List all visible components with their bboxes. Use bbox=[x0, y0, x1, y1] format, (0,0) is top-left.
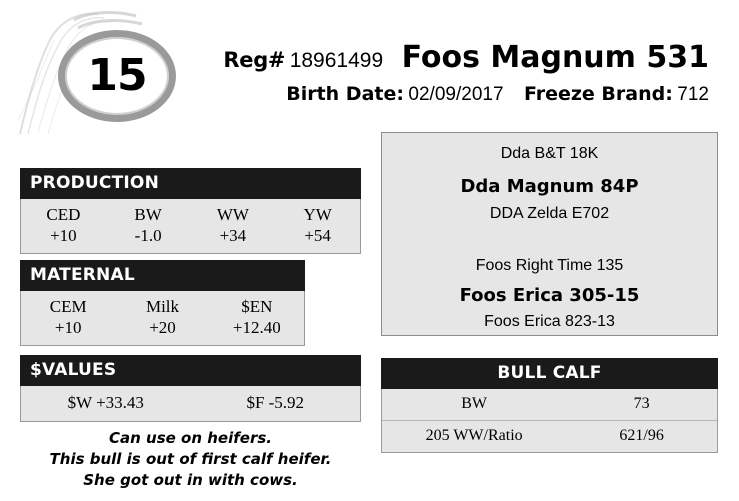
lot-number-circle bbox=[58, 30, 176, 122]
table-row bbox=[382, 420, 717, 452]
maternal-block bbox=[20, 260, 305, 346]
epd-name: WW bbox=[216, 205, 249, 224]
epd-value: -1.0 bbox=[134, 226, 162, 245]
epd-column bbox=[275, 199, 360, 253]
epd-value: +12.40 bbox=[232, 318, 281, 337]
epd-name: Milk bbox=[145, 297, 180, 316]
value-cell: $W +33.43 bbox=[67, 393, 144, 412]
birth-date-value: 02/09/2017 bbox=[408, 84, 504, 105]
note-line: She got out in with cows. bbox=[83, 471, 298, 489]
epd-column bbox=[210, 291, 304, 345]
epd-column bbox=[21, 291, 115, 345]
production-title: PRODUCTION bbox=[20, 168, 361, 199]
pedigree-sire-dam: DDA Zelda E702 bbox=[489, 205, 610, 222]
production-body bbox=[20, 199, 361, 254]
bull-calf-value: 621/96 bbox=[619, 427, 664, 444]
epd-value: +10 bbox=[54, 318, 82, 337]
pedigree-panel bbox=[381, 132, 718, 336]
freeze-brand-value: 712 bbox=[677, 84, 709, 105]
bull-name: Foos Magnum 531 bbox=[401, 40, 709, 75]
lot-badge bbox=[18, 10, 193, 120]
title-block bbox=[189, 40, 709, 106]
epd-value: +54 bbox=[304, 226, 331, 245]
note-line: This bull is out of first calf heifer. bbox=[49, 450, 332, 468]
epd-column bbox=[115, 291, 209, 345]
reg-label: Reg# bbox=[223, 48, 286, 72]
epd-name: CED bbox=[46, 205, 81, 224]
registration-line bbox=[189, 40, 709, 75]
epd-value: +20 bbox=[149, 318, 176, 337]
note-line: Can use on heifers. bbox=[109, 429, 272, 447]
table-row bbox=[382, 389, 717, 420]
epd-column bbox=[21, 199, 106, 253]
pedigree-dam-dam: Foos Erica 823-13 bbox=[484, 313, 615, 330]
bull-calf-value: 73 bbox=[633, 395, 650, 412]
notes bbox=[20, 428, 361, 491]
values-block bbox=[20, 355, 361, 422]
maternal-title: MATERNAL bbox=[20, 260, 305, 291]
pedigree-dam: Foos Erica 305-15 bbox=[459, 285, 640, 306]
birth-and-brand-line bbox=[189, 83, 709, 106]
bull-calf-block bbox=[381, 358, 718, 453]
value-cell: $F -5.92 bbox=[246, 393, 305, 412]
epd-name: BW bbox=[134, 205, 162, 224]
bull-calf-title: BULL CALF bbox=[381, 358, 718, 389]
values-title: $VALUES bbox=[20, 355, 361, 386]
lot-number: 15 bbox=[87, 50, 147, 101]
bull-calf-label: 205 WW/Ratio bbox=[425, 427, 523, 444]
epd-name: YW bbox=[303, 205, 332, 224]
maternal-body bbox=[20, 291, 305, 346]
epd-value: +10 bbox=[50, 226, 77, 245]
header bbox=[0, 0, 739, 125]
pedigree-sire: Dda Magnum 84P bbox=[460, 176, 639, 197]
pedigree-sire-sire: Dda B&T 18K bbox=[500, 145, 599, 162]
epd-column bbox=[191, 199, 276, 253]
bull-calf-label: BW bbox=[461, 395, 488, 412]
values-body bbox=[20, 386, 361, 422]
reg-value: 18961499 bbox=[289, 49, 384, 72]
epd-name: CEM bbox=[49, 297, 87, 316]
pedigree-dam-sire: Foos Right Time 135 bbox=[475, 257, 624, 274]
production-block bbox=[20, 168, 361, 254]
birth-date-label: Birth Date: bbox=[286, 83, 404, 105]
epd-column bbox=[106, 199, 191, 253]
bull-calf-body bbox=[381, 389, 718, 453]
epd-name: $EN bbox=[241, 297, 273, 316]
freeze-brand-label: Freeze Brand: bbox=[523, 83, 673, 105]
epd-value: +34 bbox=[219, 226, 247, 245]
